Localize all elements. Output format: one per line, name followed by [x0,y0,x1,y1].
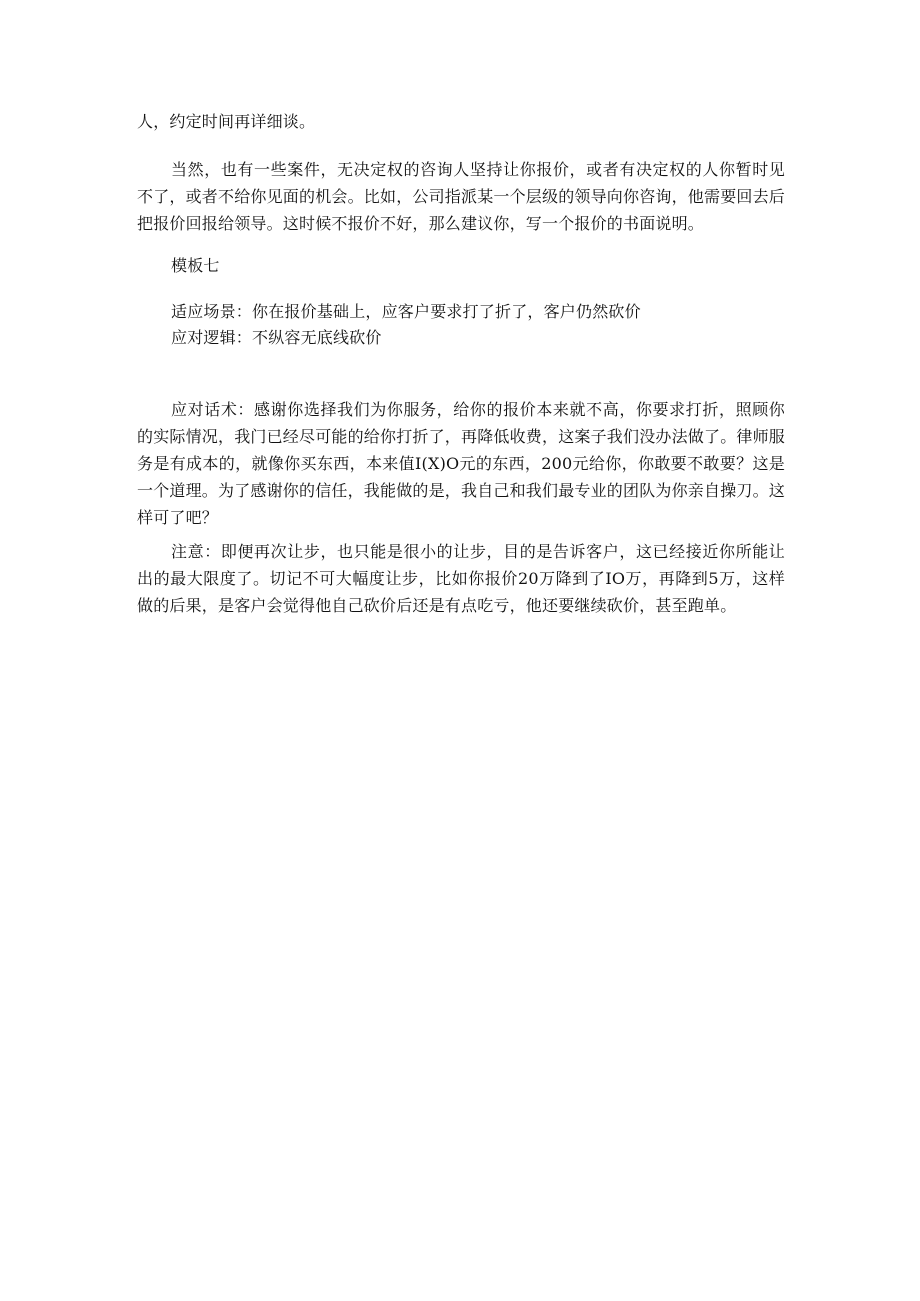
paragraph-quote-note: 当然，也有一些案件，无决定权的咨询人坚持让你报价，或者有决定权的人你暂时见不了，或者不给你见面的机会。比如，公司指派某一个层级的领导向你咨询，他需要回去后把报价回报给领导。这时候不报价不好，那么建议你，写一个报价的书面说明。 [137,160,786,233]
template-heading: 模板七 [171,256,220,275]
paragraph-script: 应对话术：感谢你选择我们为你服务，给你的报价本来就不高，你要求打折，照顾你的实际情况，我门已经尽可能的给你打折了，再降低收费，这案子我们没办法做了。律师服务是有成本的，就像你买东西，本来值I(X)O元的东西，200元给你，你敢要不敢要？这是一个道理。为了感谢你的信任，我能做的是，我自己和我们最专业的团队为你亲自操刀。这样可了吧？ [137,400,786,527]
paragraph-continuation: 人，约定时间再详细谈。 [137,112,316,131]
paragraph-notice: 注意：即便再次让步，也只能是很小的让步，目的是告诉客户，这已经接近你所能让出的最大限度了。切记不可大幅度让步，比如你报价20万降到了IO万，再降到5万，这样做的后果，是客户会觉得他自己砍价后还是有点吃亏，他还要继续砍价，甚至跑单。 [137,542,785,615]
scenario-line: 适应场景：你在报价基础上，应客户要求打了折了，客户仍然砍价 [171,302,641,321]
logic-line: 应对逻辑：不纵容无底线砍价 [171,328,382,347]
